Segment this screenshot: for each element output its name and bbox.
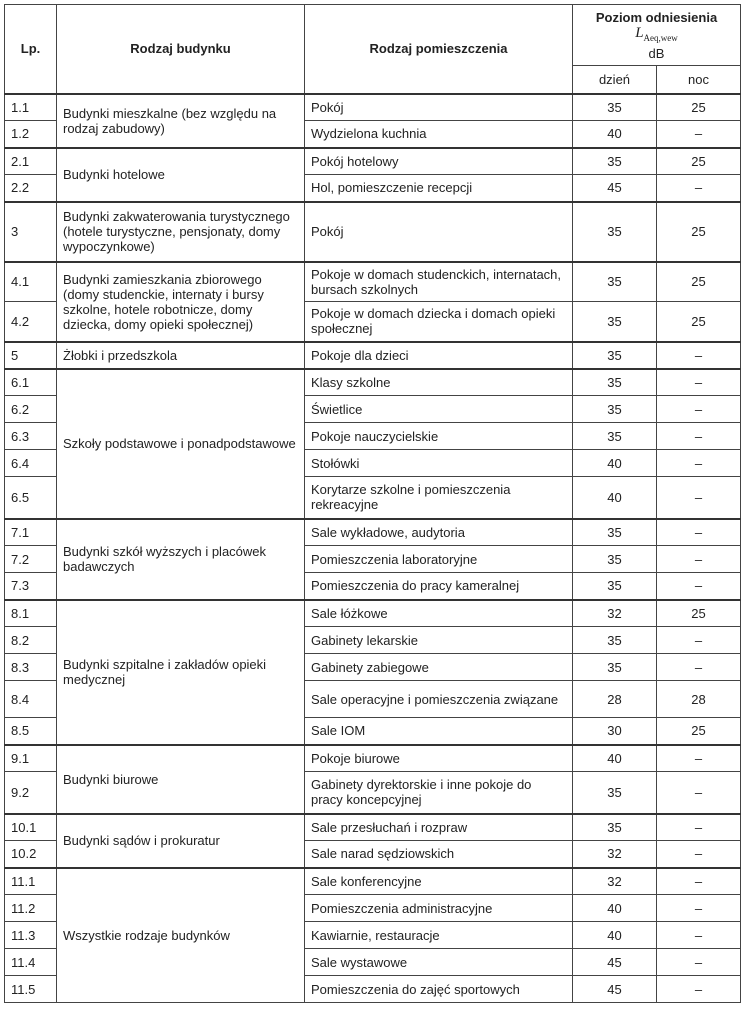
cell-room-type: Gabinety lekarskie xyxy=(305,627,573,654)
header-level-symbol xyxy=(579,25,734,46)
cell-room-type: Sale operacyjne i pomieszczenia związane xyxy=(305,681,573,718)
cell-day-level: 40 xyxy=(573,895,657,922)
cell-night-level: – xyxy=(657,121,741,148)
cell-lp: 3 xyxy=(5,202,57,262)
cell-night-level: – xyxy=(657,922,741,949)
cell-room-type: Hol, pomieszczenie recepcji xyxy=(305,175,573,202)
level-symbol-letter: L xyxy=(635,24,644,41)
cell-lp: 5 xyxy=(5,342,57,369)
cell-room-type: Stołówki xyxy=(305,450,573,477)
cell-building-type: Budynki zamieszkania zbiorowego (domy studenckie, internaty i bursy szkolne, hotele robotnicze, domy dziecka, domy opieki społecznej) xyxy=(57,262,305,342)
cell-day-level: 32 xyxy=(573,841,657,868)
cell-lp: 10.1 xyxy=(5,814,57,841)
cell-lp: 8.4 xyxy=(5,681,57,718)
table-row xyxy=(5,94,741,121)
cell-lp: 11.5 xyxy=(5,976,57,1003)
cell-building-type: Budynki szpitalne i zakładów opieki medycznej xyxy=(57,600,305,745)
cell-room-type: Pokoje dla dzieci xyxy=(305,342,573,369)
cell-day-level: 35 xyxy=(573,202,657,262)
cell-night-level: – xyxy=(657,519,741,546)
cell-lp: 1.2 xyxy=(5,121,57,148)
cell-room-type: Pokoje nauczycielskie xyxy=(305,423,573,450)
cell-lp: 2.2 xyxy=(5,175,57,202)
table-row xyxy=(5,148,741,175)
cell-building-type: Żłobki i przedszkola xyxy=(57,342,305,369)
cell-building-type: Wszystkie rodzaje budynków xyxy=(57,868,305,1003)
cell-lp: 1.1 xyxy=(5,94,57,121)
cell-room-type: Sale wystawowe xyxy=(305,949,573,976)
cell-lp: 10.2 xyxy=(5,841,57,868)
header-building-type: Rodzaj budynku xyxy=(57,5,305,94)
cell-building-type: Budynki biurowe xyxy=(57,745,305,814)
cell-lp: 6.3 xyxy=(5,423,57,450)
cell-day-level: 40 xyxy=(573,121,657,148)
cell-room-type: Sale IOM xyxy=(305,718,573,745)
cell-lp: 4.1 xyxy=(5,262,57,302)
cell-day-level: 35 xyxy=(573,148,657,175)
cell-night-level: – xyxy=(657,841,741,868)
cell-lp: 11.2 xyxy=(5,895,57,922)
cell-day-level: 35 xyxy=(573,94,657,121)
header-reference-level xyxy=(573,5,741,66)
cell-day-level: 40 xyxy=(573,477,657,519)
cell-night-level: – xyxy=(657,654,741,681)
cell-day-level: 32 xyxy=(573,868,657,895)
cell-lp: 7.3 xyxy=(5,573,57,600)
table-row xyxy=(5,814,741,841)
header-night: noc xyxy=(657,66,741,94)
cell-room-type: Pomieszczenia laboratoryjne xyxy=(305,546,573,573)
cell-night-level: – xyxy=(657,477,741,519)
cell-room-type: Wydzielona kuchnia xyxy=(305,121,573,148)
cell-lp: 8.2 xyxy=(5,627,57,654)
cell-night-level: – xyxy=(657,868,741,895)
cell-room-type: Pomieszczenia administracyjne xyxy=(305,895,573,922)
cell-room-type: Sale konferencyjne xyxy=(305,868,573,895)
cell-night-level: – xyxy=(657,814,741,841)
cell-day-level: 35 xyxy=(573,573,657,600)
cell-day-level: 35 xyxy=(573,814,657,841)
table-row xyxy=(5,342,741,369)
table-row xyxy=(5,519,741,546)
level-symbol-subscript: Aeq,wew xyxy=(643,32,678,43)
table-body xyxy=(5,94,741,1003)
cell-room-type: Gabinety dyrektorskie i inne pokoje do pracy koncepcyjnej xyxy=(305,772,573,814)
table-row xyxy=(5,369,741,396)
cell-building-type: Szkoły podstawowe i ponadpodstawowe xyxy=(57,369,305,519)
cell-building-type: Budynki zakwaterowania turystycznego (hotele turystyczne, pensjonaty, domy wypoczynkowe) xyxy=(57,202,305,262)
cell-night-level: – xyxy=(657,546,741,573)
cell-day-level: 35 xyxy=(573,772,657,814)
cell-lp: 9.2 xyxy=(5,772,57,814)
cell-room-type: Sale łóżkowe xyxy=(305,600,573,627)
cell-day-level: 32 xyxy=(573,600,657,627)
table-row xyxy=(5,745,741,772)
cell-day-level: 30 xyxy=(573,718,657,745)
cell-lp: 6.5 xyxy=(5,477,57,519)
cell-night-level: – xyxy=(657,369,741,396)
cell-day-level: 40 xyxy=(573,450,657,477)
cell-night-level: – xyxy=(657,976,741,1003)
cell-room-type: Klasy szkolne xyxy=(305,369,573,396)
cell-day-level: 35 xyxy=(573,519,657,546)
header-room-type: Rodzaj pomieszczenia xyxy=(305,5,573,94)
cell-room-type: Pomieszczenia do zajęć sportowych xyxy=(305,976,573,1003)
cell-room-type: Sale wykładowe, audytoria xyxy=(305,519,573,546)
cell-building-type: Budynki hotelowe xyxy=(57,148,305,202)
cell-night-level: – xyxy=(657,772,741,814)
cell-lp: 6.4 xyxy=(5,450,57,477)
cell-day-level: 45 xyxy=(573,976,657,1003)
cell-night-level: – xyxy=(657,423,741,450)
cell-night-level: – xyxy=(657,396,741,423)
cell-lp: 8.1 xyxy=(5,600,57,627)
cell-night-level: 25 xyxy=(657,202,741,262)
cell-room-type: Sale przesłuchań i rozpraw xyxy=(305,814,573,841)
cell-room-type: Pomieszczenia do pracy kameralnej xyxy=(305,573,573,600)
cell-room-type: Sale narad sędziowskich xyxy=(305,841,573,868)
cell-lp: 11.1 xyxy=(5,868,57,895)
cell-day-level: 35 xyxy=(573,654,657,681)
cell-lp: 4.2 xyxy=(5,302,57,342)
header-day: dzień xyxy=(573,66,657,94)
cell-room-type: Gabinety zabiegowe xyxy=(305,654,573,681)
cell-room-type: Korytarze szkolne i pomieszczenia rekreacyjne xyxy=(305,477,573,519)
cell-day-level: 45 xyxy=(573,949,657,976)
table-row xyxy=(5,600,741,627)
cell-room-type: Pokój hotelowy xyxy=(305,148,573,175)
header-level-unit: dB xyxy=(648,45,665,61)
cell-lp: 8.5 xyxy=(5,718,57,745)
cell-night-level: – xyxy=(657,573,741,600)
cell-building-type: Budynki mieszkalne (bez względu na rodzaj zabudowy) xyxy=(57,94,305,148)
reference-levels-table xyxy=(4,4,741,1003)
cell-night-level: 25 xyxy=(657,94,741,121)
cell-night-level: – xyxy=(657,175,741,202)
cell-day-level: 35 xyxy=(573,302,657,342)
cell-lp: 11.4 xyxy=(5,949,57,976)
header-lp: Lp. xyxy=(5,5,57,94)
cell-night-level: 25 xyxy=(657,148,741,175)
cell-lp: 11.3 xyxy=(5,922,57,949)
cell-lp: 8.3 xyxy=(5,654,57,681)
cell-lp: 2.1 xyxy=(5,148,57,175)
cell-lp: 7.2 xyxy=(5,546,57,573)
cell-night-level: – xyxy=(657,895,741,922)
cell-day-level: 35 xyxy=(573,423,657,450)
cell-night-level: – xyxy=(657,627,741,654)
cell-lp: 6.2 xyxy=(5,396,57,423)
cell-night-level: – xyxy=(657,342,741,369)
cell-day-level: 35 xyxy=(573,396,657,423)
cell-lp: 9.1 xyxy=(5,745,57,772)
cell-day-level: 35 xyxy=(573,342,657,369)
cell-day-level: 35 xyxy=(573,627,657,654)
cell-room-type: Pokoje w domach studenckich, internatach, bursach szkolnych xyxy=(305,262,573,302)
cell-night-level: 25 xyxy=(657,262,741,302)
cell-day-level: 35 xyxy=(573,546,657,573)
cell-day-level: 35 xyxy=(573,262,657,302)
cell-night-level: – xyxy=(657,745,741,772)
cell-night-level: 28 xyxy=(657,681,741,718)
cell-room-type: Pokoje w domach dziecka i domach opieki społecznej xyxy=(305,302,573,342)
table-row xyxy=(5,202,741,262)
cell-room-type: Kawiarnie, restauracje xyxy=(305,922,573,949)
cell-room-type: Pokoje biurowe xyxy=(305,745,573,772)
cell-building-type: Budynki szkół wyższych i placówek badawczych xyxy=(57,519,305,600)
table-row xyxy=(5,868,741,895)
cell-room-type: Pokój xyxy=(305,94,573,121)
cell-building-type: Budynki sądów i prokuratur xyxy=(57,814,305,868)
cell-lp: 7.1 xyxy=(5,519,57,546)
cell-day-level: 45 xyxy=(573,175,657,202)
cell-night-level: – xyxy=(657,450,741,477)
cell-day-level: 35 xyxy=(573,369,657,396)
cell-night-level: 25 xyxy=(657,600,741,627)
cell-lp: 6.1 xyxy=(5,369,57,396)
cell-night-level: – xyxy=(657,949,741,976)
cell-night-level: 25 xyxy=(657,302,741,342)
table-row xyxy=(5,262,741,302)
cell-room-type: Świetlice xyxy=(305,396,573,423)
cell-room-type: Pokój xyxy=(305,202,573,262)
cell-day-level: 40 xyxy=(573,922,657,949)
cell-day-level: 40 xyxy=(573,745,657,772)
cell-day-level: 28 xyxy=(573,681,657,718)
header-level-title: Poziom odniesienia xyxy=(595,9,718,25)
cell-night-level: 25 xyxy=(657,718,741,745)
